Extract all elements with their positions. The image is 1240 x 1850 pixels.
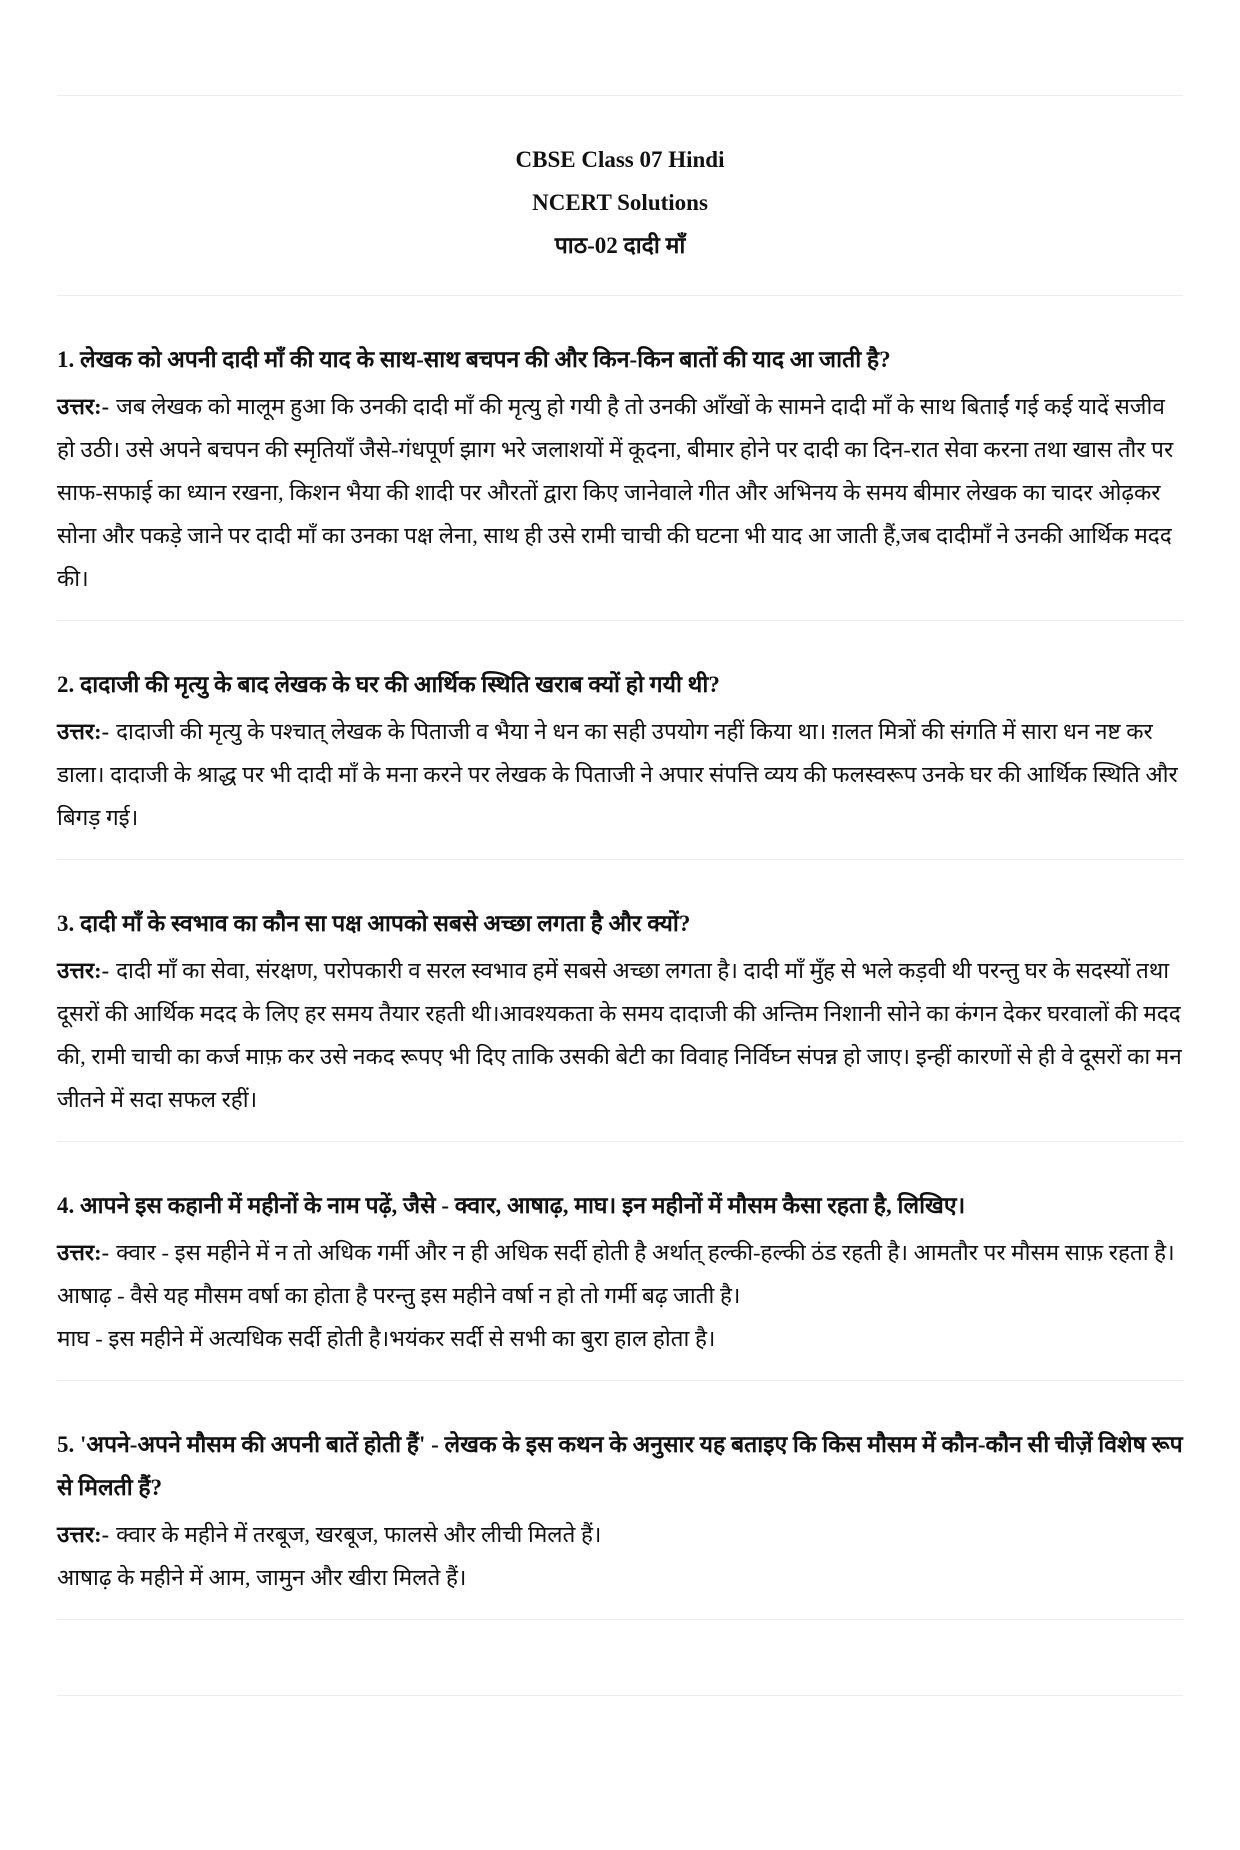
answer-text: दादी माँ का सेवा, संरक्षण, परोपकारी व सरल स्वभाव हमें सबसे अच्छा लगता है। दादी माँ मुँह से भले कड़वी थी परन्तु घर के सदस्यों तथा दूसरों की आर्थिक मदद के लिए हर समय तैयार रहती थी।आवश्यकता के समय दादाजी की अन्तिम निशानी सोने का कंगन देकर घरवालों की मदद की, रामी चाची का कर्ज माफ़ कर उसे नकद रूपए भी दिए ताकि उसकी बेटी का विवाह निर्विघ्न संपन्न हो जाए। इन्हीं कारणों से ही वे दूसरों का मन जीतने में सदा सफल रहीं। (57, 958, 1182, 1112)
section-divider (57, 1619, 1183, 1620)
document-page (0, 95, 1240, 1696)
answer-label: उत्तर:- (57, 958, 110, 983)
question-5: 5. 'अपने-अपने मौसम की अपनी बातें होती हैं' - लेखक के इस कथन के अनुसार यह बताइए कि किस मौसम में कौन-कौन सी चीज़ें विशेष रूप से मिलती हैं? (57, 1432, 1183, 1500)
header-course-title: CBSE Class 07 Hindi (515, 147, 725, 172)
answer-5 (57, 1513, 1183, 1556)
header-subtitle: NCERT Solutions (532, 190, 708, 215)
answer-3 (57, 949, 1183, 1121)
qa-block-1 (57, 296, 1183, 620)
answer-5-line-2: आषाढ़ के महीने में आम, जामुन और खीरा मिलते हैं। (57, 1565, 467, 1590)
page-bottom-divider (57, 1695, 1183, 1696)
answer-label: उत्तर:- (57, 719, 110, 744)
qa-block-5 (57, 1381, 1183, 1619)
qa-block-3 (57, 860, 1183, 1141)
answer-4-line-3: माघ - इस महीने में अत्यधिक सर्दी होती है।भयंकर सर्दी से सभी का बुरा हाल होता है। (57, 1326, 716, 1351)
answer-text: क्वार - इस महीने में न तो अधिक गर्मी और न ही अधिक सर्दी होती है अर्थात् हल्की-हल्की ठंड रहती है। आमतौर पर मौसम साफ़ रहता है। (116, 1240, 1175, 1265)
answer-1 (57, 385, 1183, 600)
answer-text: क्वार के महीने में तरबूज, खरबूज, फालसे और लीची मिलते हैं। (116, 1522, 602, 1547)
question-1: 1. लेखक को अपनी दादी माँ की याद के साथ-साथ बचपन की और किन-किन बातों की याद आ जाती है? (57, 347, 891, 372)
answer-text: दादाजी की मृत्यु के पश्चात् लेखक के पिताजी व भैया ने धन का सही उपयोग नहीं किया था। ग़लत मित्रों की संगति में सारा धन नष्ट कर डाला। दादाजी के श्राद्ध पर भी दादी माँ के मना करने पर लेखक के पिताजी ने अपार संपत्ति व्यय की फलस्वरूप उनके घर की आर्थिक स्थिति और बिगड़ गई। (57, 719, 1178, 830)
question-2: 2. दादाजी की मृत्यु के बाद लेखक के घर की आर्थिक स्थिति खराब क्यों हो गयी थी? (57, 672, 720, 697)
header-chapter-title: पाठ-02 दादी माँ (554, 233, 686, 258)
answer-2 (57, 710, 1183, 839)
qa-block-2 (57, 621, 1183, 859)
question-4: 4. आपने इस कहानी में महीनों के नाम पढ़ें, जैसे - क्वार, आषाढ़, माघ। इन महीनों में मौसम कैसा रहता है, लिखिए। (57, 1193, 966, 1218)
document-header (57, 96, 1183, 295)
qa-block-4 (57, 1142, 1183, 1380)
answer-4 (57, 1231, 1183, 1274)
answer-label: उत्तर:- (57, 394, 110, 419)
answer-4-line-2: आषाढ़ - वैसे यह मौसम वर्षा का होता है परन्तु इस महीने वर्षा न हो तो गर्मी बढ़ जाती है। (57, 1283, 741, 1308)
answer-label: उत्तर:- (57, 1522, 110, 1547)
question-3: 3. दादी माँ के स्वभाव का कौन सा पक्ष आपको सबसे अच्छा लगता है और क्यों? (57, 911, 691, 936)
answer-text: जब लेखक को मालूम हुआ कि उनकी दादी माँ की मृत्यु हो गयी है तो उनकी आँखों के सामने दादी माँ के साथ बिताईं गई कई यादें सजीव हो उठी। उसे अपने बचपन की स्मृतियाँ जैसे-गंधपूर्ण झाग भरे जलाशयों में कूदना, बीमार होने पर दादी का दिन-रात सेवा करना तथा खास तौर पर साफ-सफाई का ध्यान रखना, किशन भैया की शादी पर औरतों द्वारा किए जानेवाले गीत और अभिनय के समय बीमार लेखक का चादर ओढ़कर सोना और पकड़े जाने पर दादी माँ का उनका पक्ष लेना, साथ ही उसे रामी चाची की घटना भी याद आ जाती हैं,जब दादीमाँ ने उनकी आर्थिक मदद की। (57, 394, 1174, 591)
answer-label: उत्तर:- (57, 1240, 110, 1265)
